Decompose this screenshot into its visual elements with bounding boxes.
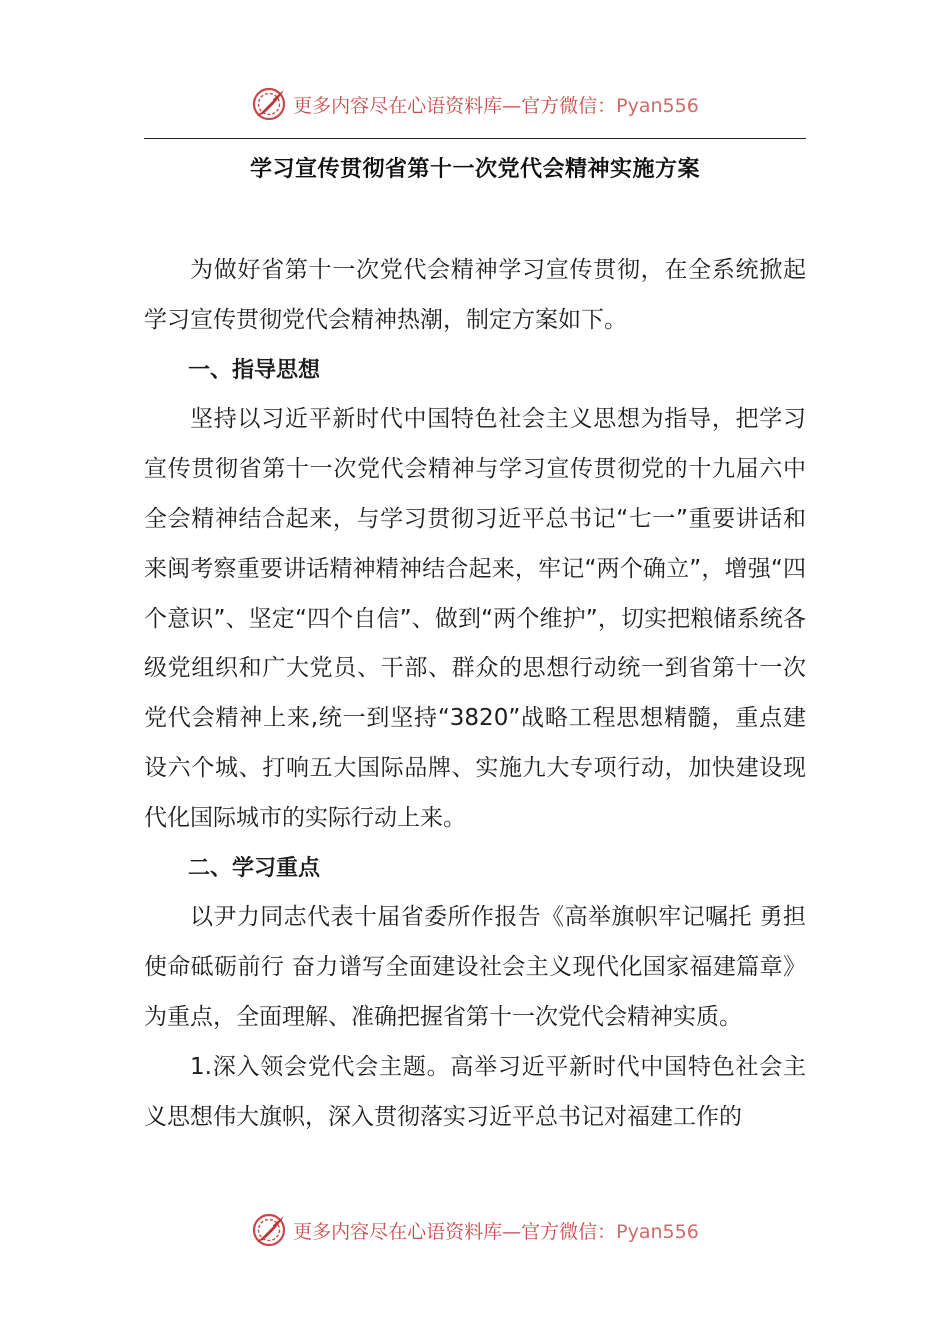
- banner-text: [293, 91, 699, 118]
- section-heading-2: 二、学习重点: [188, 855, 321, 881]
- footer-banner-wechat-id: Pyan556: [616, 1220, 699, 1243]
- footer-banner-text: [293, 1217, 699, 1244]
- footer-banner-promo: 更多内容尽在心语资料库—官方微信：: [293, 1220, 617, 1243]
- footer-banner: [0, 1208, 950, 1252]
- header-banner: [0, 82, 950, 126]
- document-body: [144, 246, 806, 1142]
- document-title: 学习宣传贯彻省第十一次党代会精神实施方案: [249, 157, 700, 182]
- section-2-paragraph-2: 1.深入领会党代会主题。高举习近平新时代中国特色社会主义思想伟大旗帜，深入贯彻落实习近平总书记对福建工作的: [144, 1053, 806, 1130]
- section-2-paragraph-1: 以尹力同志代表十届省委所作报告《高举旗帜牢记嘱托 勇担使命砥砺前行 奋力谱写全面建设社会主义现代化国家福建篇章》为重点，全面理解、准确把握省第十一次党代会精神实质。: [144, 904, 806, 1030]
- section-heading-1: 一、指导思想: [188, 357, 321, 383]
- intro-paragraph: 为做好省第十一次党代会精神学习宣传贯彻，在全系统掀起学习宣传贯彻党代会精神热潮，制定方案如下。: [144, 257, 806, 333]
- header-banner-inner: [251, 86, 699, 122]
- header-divider: [144, 138, 806, 139]
- section-1-paragraph-1: 坚持以习近平新时代中国特色社会主义思想为指导，把学习宣传贯彻省第十一次党代会精神与学习宣传贯彻党的十九届六中全会精神结合起来，与学习贯彻习近平总书记“七一”重要讲话和来闽考察重要讲话精神精神结合起来，牢记“两个确立”，增强“四个意识”、坚定“四个自信”、做到“两个维护”，切实把粮储系统各级党组织和广大党员、干部、群众的思想行动统一到省第十一次党代会精神上来,统一到坚持“3820”战略工程思想精髓，重点建设六个城、打响五大国际品牌、实施九大专项行动，加快建设现代化国际城市的实际行动上来。: [144, 406, 806, 831]
- quill-logo-icon: [251, 1212, 287, 1248]
- banner-promo: 更多内容尽在心语资料库—官方微信：: [293, 94, 617, 117]
- quill-logo-icon: [251, 86, 287, 122]
- banner-wechat-id: Pyan556: [616, 94, 699, 117]
- footer-banner-inner: [251, 1212, 699, 1248]
